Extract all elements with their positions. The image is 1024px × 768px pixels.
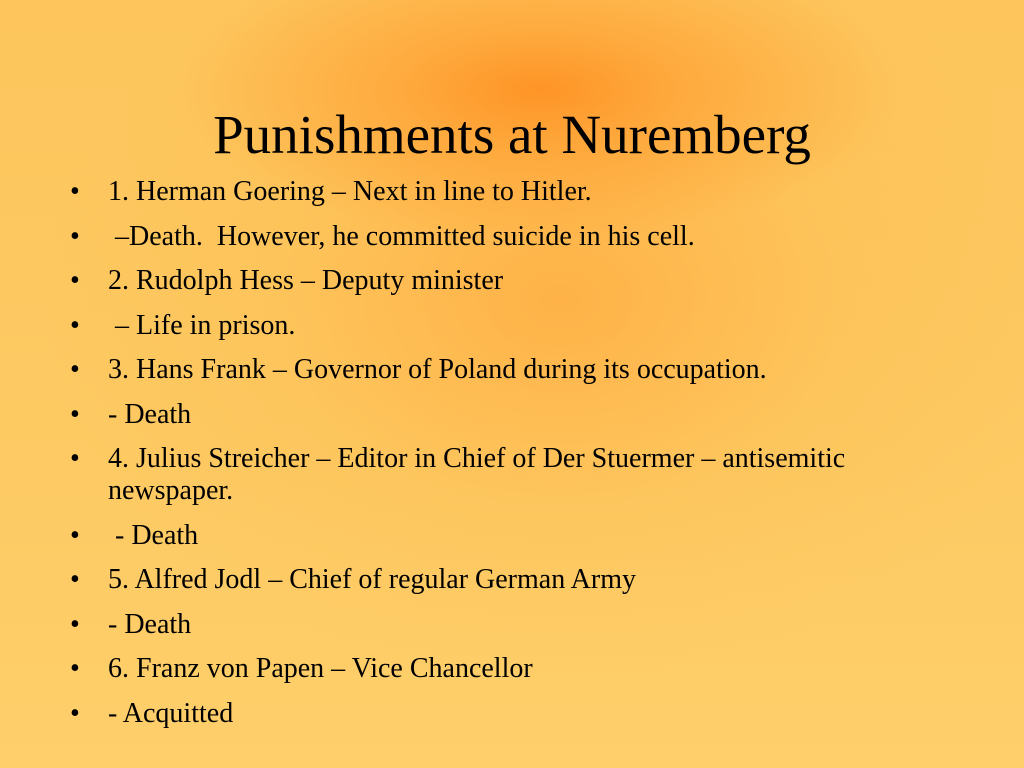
bullet-icon: • bbox=[70, 398, 80, 430]
list-item bbox=[70, 354, 970, 386]
list-item bbox=[70, 265, 970, 297]
list-item bbox=[70, 698, 970, 730]
list-item-text: - Death bbox=[108, 519, 199, 551]
bullet-icon: • bbox=[70, 176, 80, 207]
list-item bbox=[70, 176, 970, 208]
list-item bbox=[70, 310, 970, 342]
bullet-icon: • bbox=[70, 519, 80, 551]
list-item-text: –Death. However, he committed suicide in his cell. bbox=[108, 220, 695, 252]
list-item bbox=[70, 399, 970, 431]
list-item bbox=[70, 520, 970, 552]
list-item bbox=[70, 609, 970, 641]
list-item-text: 3. Hans Frank – Governor of Poland during its occupation. bbox=[108, 354, 767, 385]
list-item bbox=[70, 221, 970, 253]
list-item-text: - Death bbox=[108, 608, 192, 640]
list-item-text: 2. Rudolph Hess – Deputy minister bbox=[108, 265, 504, 296]
bullet-list bbox=[70, 176, 970, 730]
list-item-text: 6. Franz von Papen – Vice Chancellor bbox=[108, 653, 533, 684]
bullet-icon: • bbox=[70, 265, 80, 296]
list-item-text: - Acquitted bbox=[108, 697, 234, 729]
list-item-text: - Death bbox=[108, 398, 192, 430]
list-item bbox=[70, 443, 970, 507]
bullet-icon: • bbox=[70, 354, 80, 385]
bullet-icon: • bbox=[70, 608, 80, 640]
list-item bbox=[70, 564, 970, 596]
list-item-text: – Life in prison. bbox=[108, 309, 296, 341]
bullet-icon: • bbox=[70, 564, 80, 595]
bullet-icon: • bbox=[70, 220, 80, 252]
slide-title: Punishments at Nuremberg bbox=[213, 104, 811, 165]
bullet-icon: • bbox=[70, 309, 80, 341]
bullet-icon: • bbox=[70, 697, 80, 729]
bullet-icon: • bbox=[70, 653, 80, 684]
list-item-text: 1. Herman Goering – Next in line to Hitler. bbox=[108, 176, 592, 207]
list-item-text: 4. Julius Streicher – Editor in Chief of Der Stuermer – antisemitic newspaper. bbox=[108, 443, 846, 506]
list-item-text: 5. Alfred Jodl – Chief of regular German Army bbox=[108, 564, 636, 595]
bullet-icon: • bbox=[70, 443, 80, 474]
list-item bbox=[70, 653, 970, 685]
